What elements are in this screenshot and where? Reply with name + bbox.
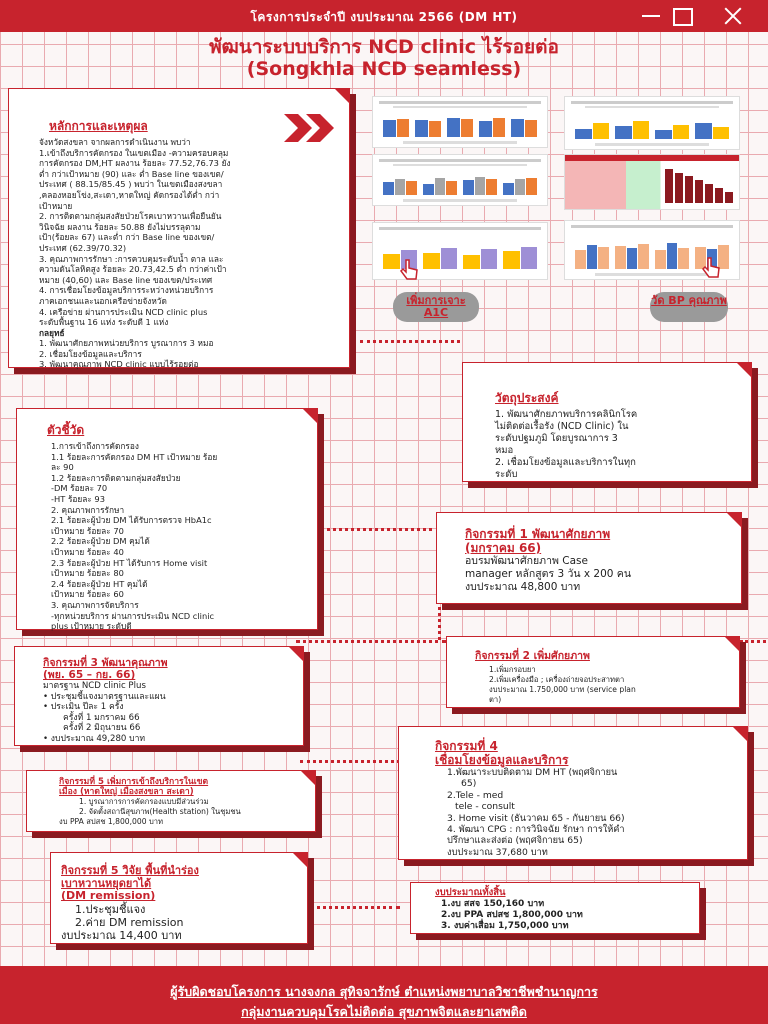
activity1-date: (มกราคม 66) <box>465 541 542 555</box>
indicator-line: 2.2 ร้อยละผู้ป่วย DM คุมได้ <box>51 536 150 547</box>
activity1-line: manager หลักสูตร 3 วัน x 200 คน <box>465 568 632 580</box>
indicator-line: 2. คุณภาพการรักษา <box>51 504 125 515</box>
activity5a-heading: กิจกรรมที่ 5 เพิ่มการเข้าถึงบริการในเขต <box>59 777 209 787</box>
budget-box <box>410 882 700 934</box>
page-title-line2: (Songkhla NCD seamless) <box>246 58 522 80</box>
activity4-line: tele - consult <box>455 801 515 813</box>
corner-fold <box>732 726 748 742</box>
activity2-box <box>446 636 740 708</box>
footer-department: กลุ่มงานควบคุมโรคไม่ติดต่อ สุขภาพจิตและยาเสพติด <box>241 1004 527 1019</box>
activity2-line: 1.เพิ่มกรอบยา <box>489 665 536 674</box>
connector-line <box>320 528 440 531</box>
activity1-box <box>436 512 742 604</box>
activity4-text <box>435 767 737 858</box>
activity4-line: 2.Tele - med <box>447 789 504 801</box>
corner-fold <box>300 770 316 786</box>
activity5b-text <box>61 903 297 942</box>
activity5b-box <box>50 852 308 944</box>
activity5b-line: 1.ประชุมชี้แจง <box>75 902 146 916</box>
indicator-line: 1.1 ร้อยละการคัดกรอง DM HT เป้าหมาย ร้อย <box>51 451 218 462</box>
activity4-line: งบประมาณ 37,680 บาท <box>447 846 548 858</box>
activity4-line: ปรึกษาและส่งต่อ (พฤศจิกายน 65) <box>447 835 583 847</box>
activity1-text <box>465 555 731 594</box>
activity3-line: ครั้งที่ 2 มิถุนายน 66 <box>63 723 141 734</box>
corner-fold <box>736 362 752 378</box>
activity5a-line: 2. จัดตั้งสถานีสุขภาพ(Health station) ในชุมชน <box>79 807 241 816</box>
indicators-text <box>51 441 309 632</box>
activity3-line: • ประชุมชี้แจงมาตรฐานและแผน <box>43 691 166 702</box>
activity3-heading: กิจกรรมที่ 3 พัฒนาคุณภาพ <box>43 657 168 669</box>
budget-heading: งบประมาณทั้งสิ้น <box>435 887 506 898</box>
activity2-line: งบประมาณ 1.750,000 บาท (service plan <box>489 685 636 694</box>
objective-line: ไม่ติดต่อเรื้อรัง (NCD Clinic) ใน <box>495 421 629 432</box>
corner-fold <box>334 88 350 104</box>
indicator-line: -ทุกหน่วยบริการ ผ่านการประเมิน NCD clinic <box>51 610 215 621</box>
activity1-heading: กิจกรรมที่ 1 พัฒนาศักยภาพ <box>465 527 611 541</box>
pointer-hand-icon <box>398 258 422 282</box>
strategy-item: 2. เชื่อมโยงข้อมูลและบริการ <box>39 348 142 359</box>
indicator-line: 1.2 ร้อยละการติดตามกลุ่มสงสัยป่วย <box>51 472 181 483</box>
principles-line: เป้า(ร้อยละ 67) และต่ำ กว่า Base line ของเขต/ <box>39 232 215 243</box>
activity4-box <box>398 726 748 860</box>
indicator-line: เป้าหมาย ร้อยละ 60 <box>51 589 124 600</box>
corner-fold <box>726 512 742 528</box>
activity4-line: 65) <box>461 778 477 790</box>
activity5a-line: งบ PPA สปสช 1,800,000 บาท <box>59 817 164 826</box>
objective-line: 1. พัฒนาศักยภาพบริการคลินิกโรค <box>495 409 638 420</box>
principles-line: การคัดกรอง DM,HT ผลงาน ร้อยละ 77.52,76.73 ยัง <box>39 158 231 169</box>
activity3-box <box>14 646 304 746</box>
activity4-subheading: เชื่อมโยงข้อมูลและบริการ <box>435 753 569 767</box>
activity1-line: อบรมพัฒนาศักยภาพ Case <box>465 555 588 567</box>
principles-line: 4. การเชื่อมโยงข้อมูลบริการระหว่างหน่วยบริการ <box>39 285 214 296</box>
objective-line: หมอ <box>495 445 514 456</box>
strategy-label: กลยุทธ์ <box>39 327 65 338</box>
chart-thumbnail <box>372 154 548 206</box>
indicator-line: เป้าหมาย ร้อยละ 80 <box>51 568 124 579</box>
strategy-item: 3. พัฒนาคุณภาพ NCD clinic แบบไร้รอยต่อ <box>39 359 199 370</box>
principles-line: 3. คุณภาพการรักษา :การควบคุมระดับน้ำ ตาล และ <box>39 253 224 264</box>
objective-line: 2. เชื่อมโยงข้อมูลและบริการในทุก <box>495 457 636 468</box>
double-chevron-right-icon <box>284 114 342 142</box>
window-title: โครงการประจำปี งบประมาณ 2566 (DM HT) <box>250 10 518 24</box>
maximize-icon[interactable] <box>668 4 694 28</box>
indicators-box <box>16 408 318 630</box>
activity2-heading: กิจกรรมที่ 2 เพิ่มศักยภาพ <box>475 650 590 662</box>
corner-fold <box>288 646 304 662</box>
bp-pill: วัด BP คุณภาพ <box>650 292 728 322</box>
indicator-line: 1.การเข้าถึงการคัดกรอง <box>51 441 139 451</box>
indicator-line: 2.3 ร้อยละผู้ป่วย HT ได้รับการ Home visit <box>51 557 208 568</box>
activity3-line: • งบประมาณ 49,280 บาท <box>43 733 146 744</box>
activity5a-text <box>59 797 305 827</box>
activity5a-box <box>26 770 316 832</box>
page-title-line1: พัฒนาระบบบริการ NCD clinic ไร้รอยต่อ <box>209 36 559 58</box>
activity3-text <box>43 681 293 745</box>
principles-line: 2. การติดตามกลุ่มสงสัยป่วยโรคเบาหวานเพื่อยืนยัน <box>39 211 222 222</box>
activity3-line: • ประเมิน ปีละ 1 ครั้ง <box>43 702 124 713</box>
objectives-text <box>495 409 739 481</box>
close-icon[interactable] <box>720 4 746 28</box>
activity4-line: 1.พัฒนาระบบติดตาม DM HT (พฤศจิกายน <box>447 767 618 778</box>
budget-line: 1.งบ สสจ 150,160 บาท <box>441 899 545 909</box>
activity3-date: (พย. 65 – กย. 66) <box>43 669 136 681</box>
pointer-hand-icon <box>700 256 724 280</box>
chart-thumbnail <box>564 96 740 150</box>
budget-text <box>429 899 689 932</box>
connector-line <box>310 906 400 909</box>
activity5a-subheading: เมือง (หาดใหญ่ เมืองสงขลา สะเดา) <box>59 787 194 797</box>
strategy-item: 1. พัฒนาศักยภาพหน่วยบริการ บูรณาการ 3 หมอ <box>39 338 214 349</box>
principles-line: วินิจฉัย ผลงาน ร้อยละ 50.88 ยังไม่บรรลุตาม <box>39 221 201 232</box>
minimize-icon[interactable] <box>638 4 664 28</box>
indicator-line: 3. คุณภาพการจัดบริการ <box>51 599 139 610</box>
indicator-line: -DM ร้อยละ 70 <box>51 483 108 494</box>
principles-line: เป้าหมาย <box>39 200 73 211</box>
a1c-pill: เพิ่มการเจาะ A1C <box>393 292 479 322</box>
indicator-line: เป้าหมาย ร้อยละ 70 <box>51 525 124 536</box>
budget-line: 2.งบ PPA สปสช 1,800,000 บาท <box>441 910 583 920</box>
corner-fold <box>724 636 740 652</box>
principles-line: ต่ำ กว่าเป้าหมาย (90) และ ต่ำ Base line ของเขต/ <box>39 168 224 179</box>
connector-line <box>296 640 446 643</box>
activity2-line: ตา) <box>489 695 502 704</box>
indicator-line: -HT ร้อยละ 93 <box>51 493 105 504</box>
activity2-line: 2.เพิ่มเครื่องมือ ; เครื่องถ่ายจอประสาทตา <box>489 675 625 684</box>
objectives-box <box>462 362 752 482</box>
indicators-heading: ตัวชี้วัด <box>47 423 85 437</box>
principles-text <box>39 137 341 370</box>
principles-line: ประเทศ ( 88.15/85.45 ) พบว่า ในเขตเมืองสงขลา <box>39 179 223 190</box>
activity4-line: 3. Home visit (ธันวาคม 65 - กันยายน 66) <box>447 812 625 824</box>
title-bar <box>0 0 768 32</box>
indicator-line: ละ 90 <box>51 462 74 473</box>
indicator-line: 2.4 ร้อยละผู้ป่วย HT คุมได้ <box>51 578 148 589</box>
activity3-line: มาตรฐาน NCD clinic Plus <box>43 681 146 691</box>
indicator-line: 2.1 ร้อยละผู้ป่วย DM ได้รับการตรวจ HbA1c <box>51 515 212 526</box>
principles-line: 4. เครือข่าย ผ่านการประเมิน NCD clinic plus <box>39 306 208 317</box>
activity1-line: งบประมาณ 48,800 บาท <box>465 581 581 593</box>
activity5b-line: 2.ค่าย DM remission <box>75 915 184 929</box>
principles-line: ภาคเอกชนและนอกเครือข่ายจังหวัด <box>39 295 167 306</box>
principles-line: ,คลองหอยโข่ง,สะเดา,หาดใหญ่ คัดกรองได้ต่ำ กว่า <box>39 189 220 200</box>
activity5b-line: งบประมาณ 14,400 บาท <box>61 928 182 942</box>
activity3-line: ครั้งที่ 1 มกราคม 66 <box>63 712 140 723</box>
principles-line: ความดันโลหิตสูง ร้อยละ 20.73,42.5 ต่ำ กว่าค่าเป้า <box>39 264 227 275</box>
corner-fold <box>302 408 318 424</box>
table-thumbnail <box>564 154 740 210</box>
connector-line <box>360 340 460 343</box>
activity5b-subheading: เบาหวานหยุดยาได้ <box>61 876 152 890</box>
objective-line: ระดับปฐมภูมิ โดยบูรณาการ 3 <box>495 433 618 444</box>
budget-line: 3. งบค่าเสื่อม 1,750,000 บาท <box>441 921 569 931</box>
indicator-line: เป้าหมาย ร้อยละ 40 <box>51 546 124 557</box>
objectives-heading: วัตถุประสงค์ <box>495 391 559 405</box>
corner-fold <box>292 852 308 868</box>
activity5b-heading: กิจกรรมที่ 5 วิจัย พื้นที่นำร่อง <box>61 864 199 877</box>
principles-line: 1.เข้าถึงบริการคัดกรอง ในเขตเมือง -ความครอบคลุม <box>39 147 229 158</box>
principles-line: ระดับพื้นฐาน 16 แห่ง ระดับดี 1 แห่ง <box>39 317 169 328</box>
connector-line <box>740 640 766 643</box>
chart-thumbnail <box>372 96 548 148</box>
principles-line: จังหวัดสงขลา จากผลการดำเนินงาน พบว่า <box>39 137 191 147</box>
principles-line: ประเทศ (62.39/70.32) <box>39 242 127 253</box>
activity5a-line: 1. บูรณาการการคัดกรองแบบมีส่วนร่วม <box>79 797 209 806</box>
activity4-heading: กิจกรรมที่ 4 <box>435 739 498 753</box>
footer-bar <box>0 966 768 1024</box>
activity2-text <box>475 665 729 705</box>
activity4-line: 4. พัฒนา CPG : การวินิจฉัย รักษา การให้คำ <box>447 824 625 836</box>
principles-heading: หลักการและเหตุผล <box>49 119 148 133</box>
objective-line: ระดับ <box>495 469 518 480</box>
page-title <box>0 36 768 80</box>
activity5b-subheading2: (DM remission) <box>61 889 156 902</box>
footer-responsible: ผู้รับผิดชอบโครงการ นางจงกล สุทิจจารักษ์ ตำแหน่งพยาบาลวิชาชีพชำนาญการ <box>170 984 598 999</box>
principles-line: หมาย (40,60) และ Base line ของเขต/ประเทศ <box>39 274 213 285</box>
connector-line <box>300 760 400 763</box>
indicator-line: plus เป้าหมาย ระดับดี <box>51 621 132 632</box>
